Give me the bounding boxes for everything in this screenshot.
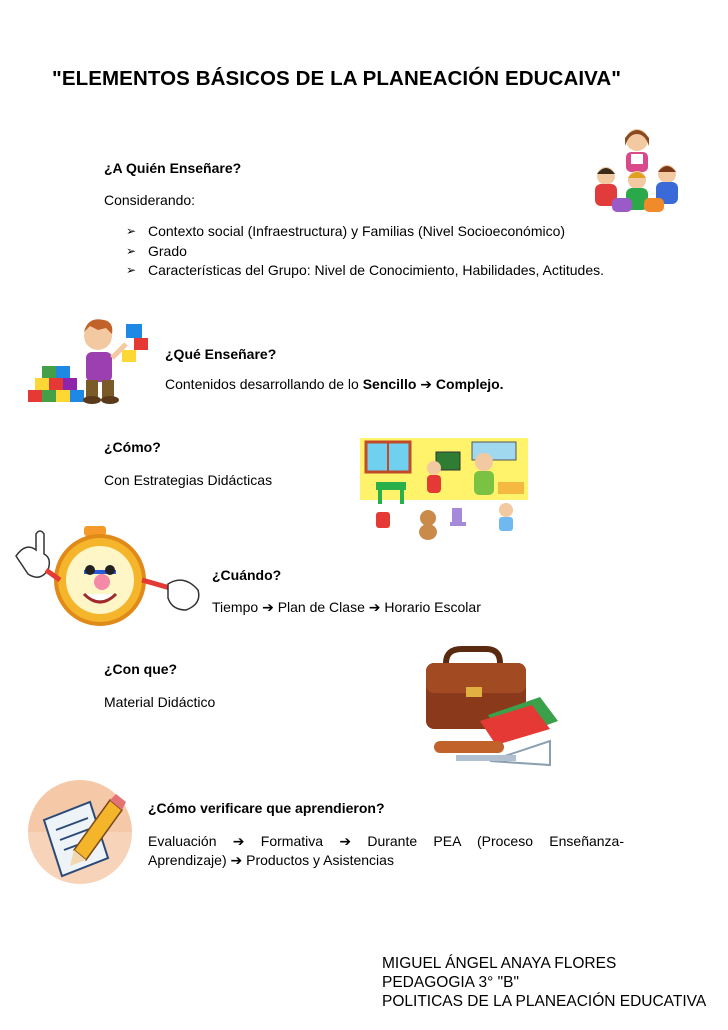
bullet-list (126, 222, 624, 281)
list-item: ➢ Grado (126, 242, 624, 262)
teacher-children-illustration (588, 124, 686, 222)
text-verificar: Evaluación ➔ Formativa ➔ Durante PEA (Proceso Enseñanza- Aprendizaje) ➔ Productos y Asistencias (148, 833, 624, 868)
question-verificar: ¿Cómo verificare que aprendieron? (148, 800, 385, 816)
classroom-illustration (360, 438, 528, 544)
boy-blocks-illustration (26, 314, 152, 406)
text-que: Contenidos desarrollando de lo Sencillo ➔ Complejo. (165, 376, 504, 392)
author-footer (382, 954, 706, 1011)
question-conque: ¿Con que? (104, 661, 178, 677)
bullet-marker: ➢ (126, 263, 137, 277)
question-que: ¿Qué Enseñare? (165, 346, 277, 362)
text-como: Con Estrategias Didácticas (104, 472, 273, 488)
question-cuando: ¿Cuándo? (212, 567, 282, 583)
question-quien: ¿A Quién Enseñare? (104, 160, 242, 176)
briefcase-materials-illustration (400, 645, 560, 769)
author-name: MIGUEL ÁNGEL ANAYA FLORES (382, 955, 617, 972)
question-como: ¿Cómo? (104, 439, 161, 455)
subject-name: POLITICAS DE LA PLANEACIÓN EDUCATIVA (382, 993, 707, 1010)
list-item: ➢ Contexto social (Infraestructura) y Familias (Nivel Socioeconómico) (126, 222, 624, 242)
text-conque: Material Didáctico (104, 694, 216, 710)
list-item: ➢ Características del Grupo: Nivel de Conocimiento, Habilidades, Actitudes. (126, 261, 624, 281)
text-cuando: Tiempo ➔ Plan de Clase ➔ Horario Escolar (212, 599, 481, 615)
intro-considerando: Considerando: (104, 192, 196, 208)
clock-character-illustration (14, 524, 204, 634)
course-group: PEDAGOGIA 3° "B" (382, 974, 519, 991)
bullet-marker: ➢ (126, 243, 137, 258)
page-title: "ELEMENTOS BÁSICOS DE LA PLANEACIÓN EDUCAIVA" (52, 67, 622, 90)
evaluation-pencil-illustration (26, 778, 134, 886)
bullet-marker: ➢ (126, 224, 137, 238)
